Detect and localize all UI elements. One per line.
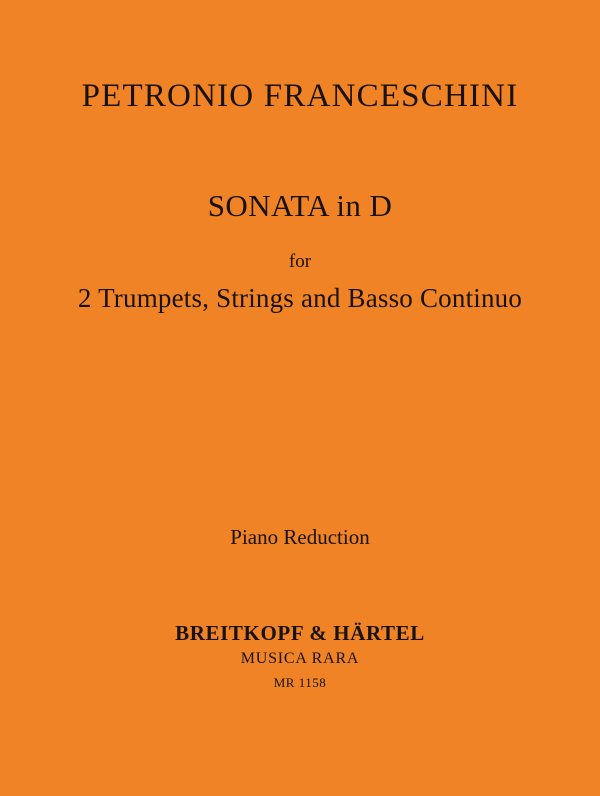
edition-type-label: Piano Reduction xyxy=(230,525,370,549)
instrumentation-line: 2 Trumpets, Strings and Basso Continuo xyxy=(77,283,523,313)
for-label: for xyxy=(288,251,312,272)
publisher-name: BREITKOPF & HÄRTEL xyxy=(175,621,425,645)
composer-name: PETRONIO FRANCESCHINI xyxy=(81,78,519,114)
imprint-name: MUSICA RARA xyxy=(240,650,360,667)
work-title: SONATA in D xyxy=(207,188,393,223)
plate-number: MR 1158 xyxy=(273,675,327,690)
